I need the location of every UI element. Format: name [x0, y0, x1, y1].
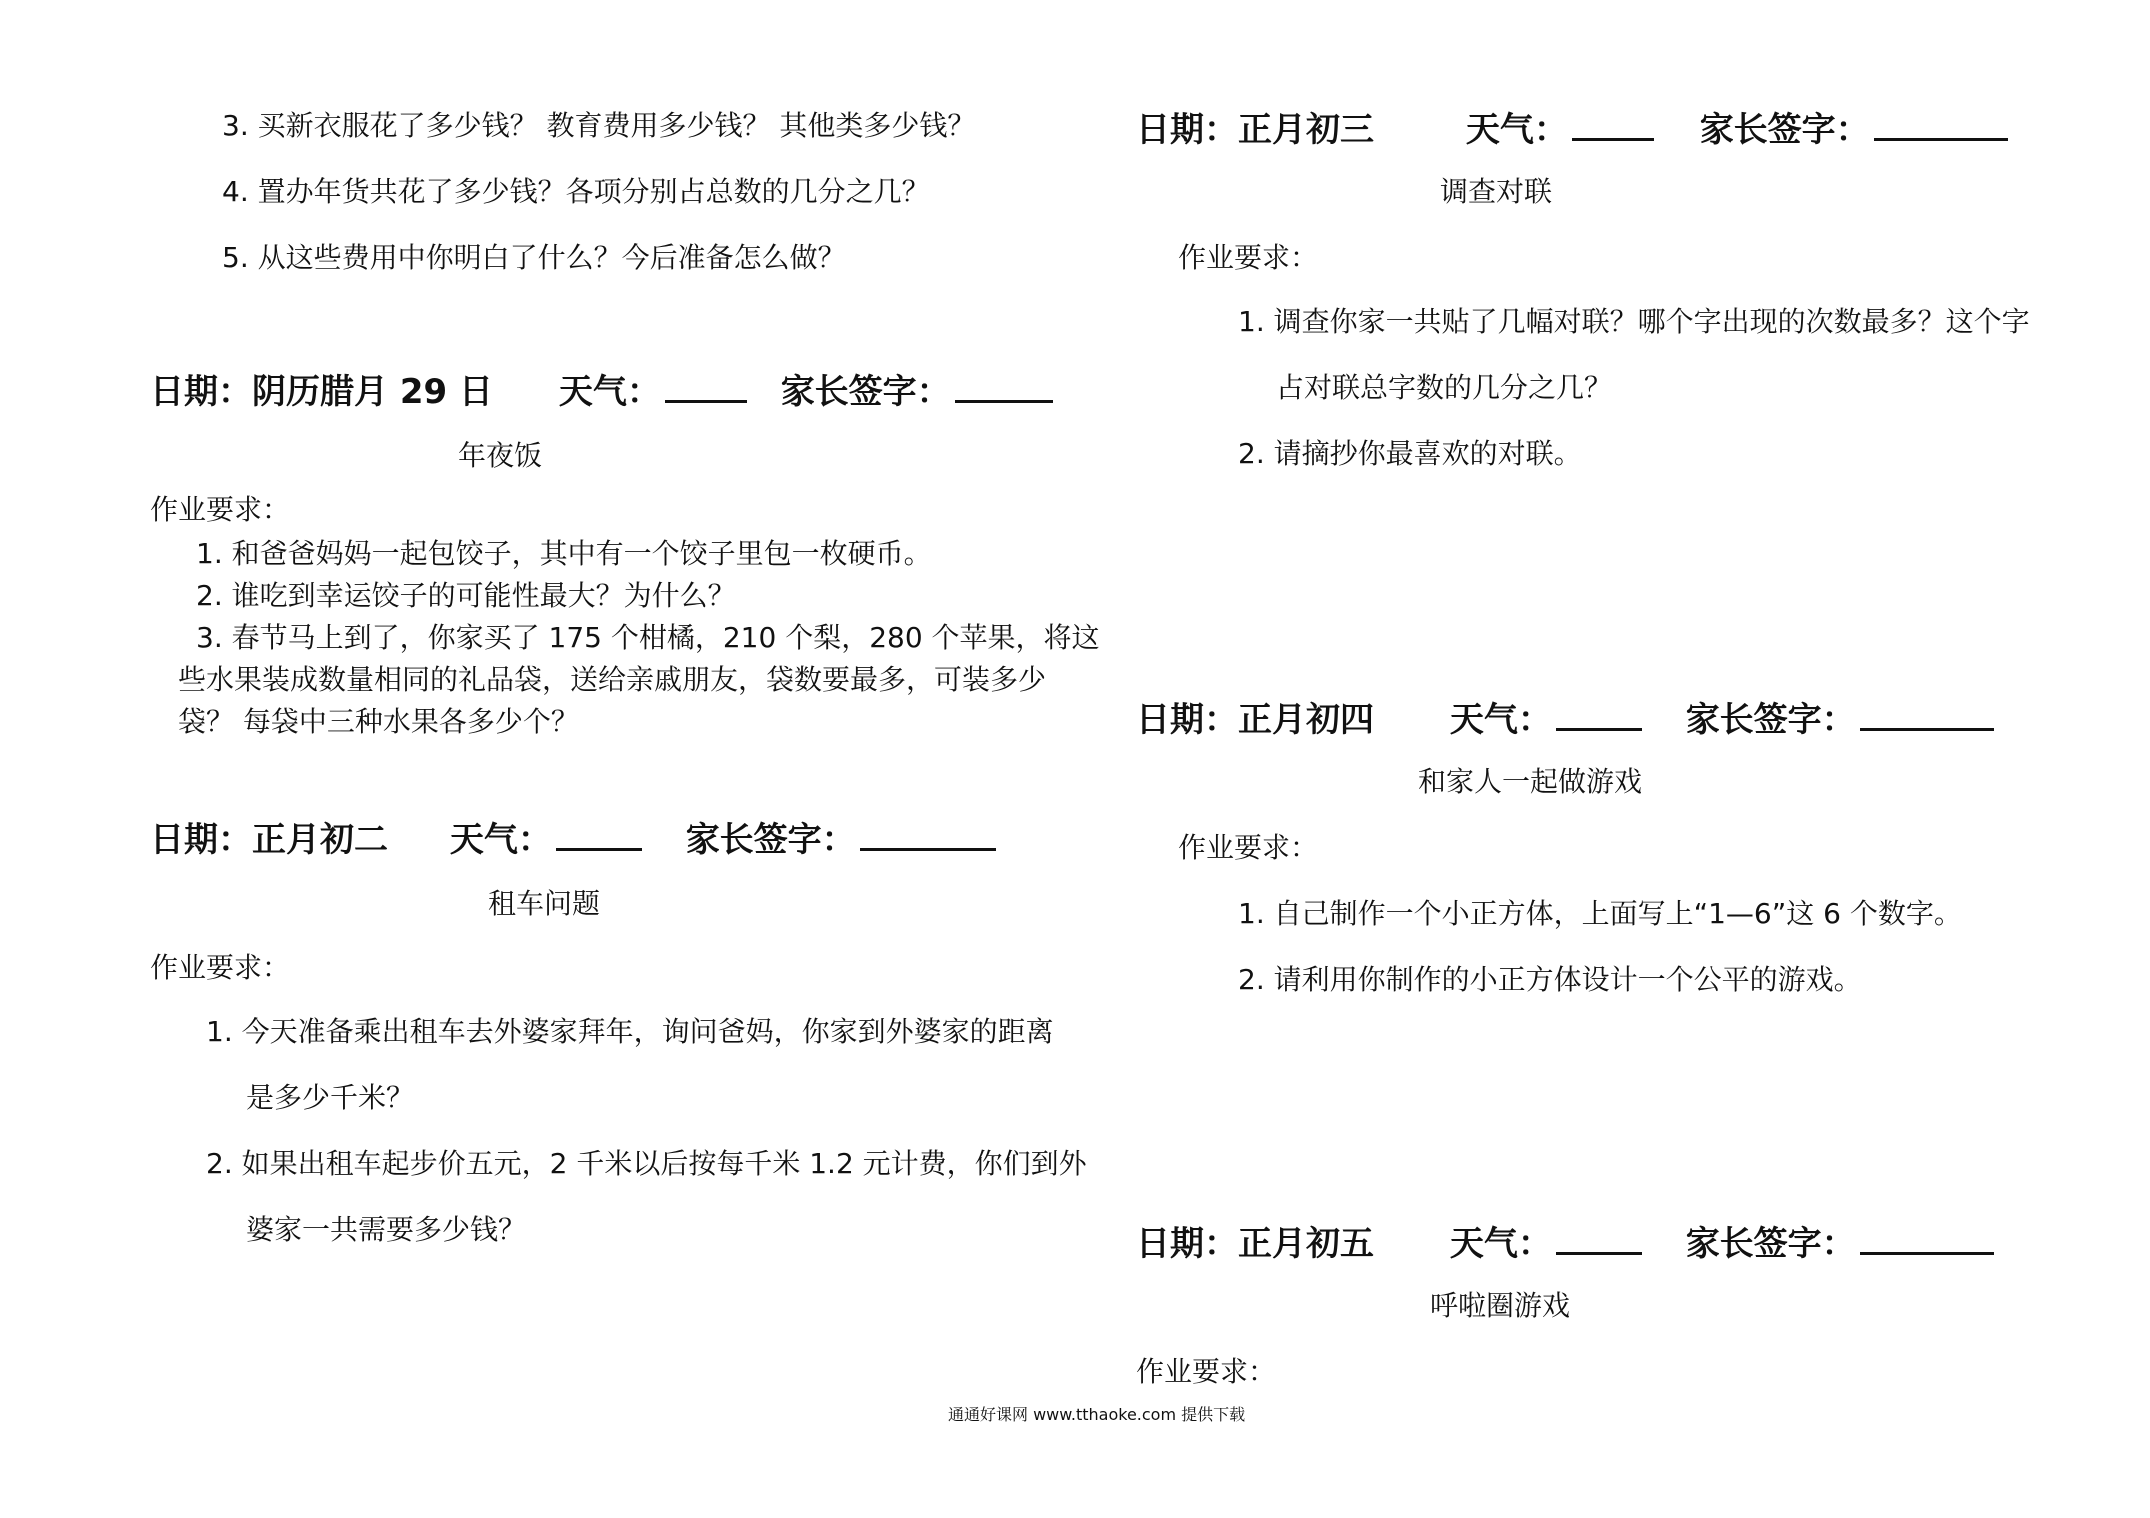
weather-label: 天气：: [1465, 110, 1568, 150]
weather-blank[interactable]: [1556, 1222, 1642, 1255]
list-item: 占对联总字数的几分之几？: [1276, 371, 1613, 404]
section-title: 租车问题: [488, 887, 601, 920]
sign-blank[interactable]: [955, 370, 1053, 403]
list-item: 袋？ 每袋中三种水果各多少个？: [178, 705, 579, 738]
list-item: 2. 如果出租车起步价五元，2 千米以后按每千米 1.2 元计费，你们到外: [206, 1147, 1087, 1180]
weather-blank[interactable]: [665, 370, 747, 403]
requirement-label: 作业要求：: [150, 951, 291, 984]
list-item: 婆家一共需要多少钱？: [246, 1213, 527, 1246]
list-item: 5. 从这些费用中你明白了什么？今后准备怎么做？: [222, 241, 846, 274]
day29-header: [150, 364, 1053, 413]
list-item: 3. 买新衣服花了多少钱？ 教育费用多少钱？ 其他类多少钱？: [222, 109, 976, 142]
weather-blank[interactable]: [556, 818, 642, 851]
sign-blank[interactable]: [1874, 108, 2008, 141]
chu3-header: [1136, 102, 2008, 151]
section-title: 和家人一起做游戏: [1418, 765, 1643, 798]
date-label: 日期：正月初五: [1136, 1224, 1374, 1264]
weather-blank[interactable]: [1556, 698, 1642, 731]
chu5-header: [1136, 1216, 1994, 1265]
weather-label: 天气：: [1449, 700, 1552, 740]
sign-blank[interactable]: [1860, 698, 1994, 731]
list-item: 些水果装成数量相同的礼品袋，送给亲戚朋友，袋数要最多，可装多少: [178, 663, 1047, 696]
requirement-label: 作业要求：: [1178, 241, 1319, 274]
section-title: 调查对联: [1440, 175, 1553, 208]
sign-label: 家长签字：: [685, 820, 856, 860]
weather-label: 天气：: [1449, 1224, 1552, 1264]
sign-label: 家长签字：: [1699, 110, 1870, 150]
list-item: 2. 请摘抄你最喜欢的对联。: [1238, 437, 1582, 470]
list-item: 1. 调查你家一共贴了几幅对联？哪个字出现的次数最多？这个字: [1238, 305, 2030, 338]
requirement-label: 作业要求：: [1136, 1355, 1277, 1388]
weather-blank[interactable]: [1572, 108, 1654, 141]
weather-label: 天气：: [558, 372, 661, 412]
requirement-label: 作业要求：: [150, 493, 291, 526]
list-item: 2. 请利用你制作的小正方体设计一个公平的游戏。: [1238, 963, 1862, 996]
list-item: 1. 今天准备乘出租车去外婆家拜年，询问爸妈，你家到外婆家的距离: [206, 1015, 1054, 1048]
date-label: 日期：正月初四: [1136, 700, 1374, 740]
section-title: 呼啦圈游戏: [1430, 1289, 1571, 1322]
date-label: 日期：阴历腊月 29 日: [150, 372, 493, 412]
list-item: 1. 自己制作一个小正方体，上面写上“1—6”这 6 个数字。: [1238, 897, 1962, 930]
sign-blank[interactable]: [860, 818, 996, 851]
sign-label: 家长签字：: [780, 372, 951, 412]
sign-label: 家长签字：: [1685, 700, 1856, 740]
sign-label: 家长签字：: [1685, 1224, 1856, 1264]
chu4-header: [1136, 692, 1994, 741]
weather-label: 天气：: [449, 820, 552, 860]
list-item: 4. 置办年货共花了多少钱？各项分别占总数的几分之几？: [222, 175, 930, 208]
section-title: 年夜饭: [458, 439, 543, 472]
chu2-header: [150, 812, 996, 861]
date-label: 日期：正月初三: [1136, 110, 1374, 150]
list-item: 是多少千米？: [246, 1081, 415, 1114]
list-item: 1. 和爸爸妈妈一起包饺子，其中有一个饺子里包一枚硬币。: [196, 537, 932, 570]
footer-text: 通通好课网 www.tthaoke.com 提供下载: [948, 1405, 1246, 1424]
list-item: 2. 谁吃到幸运饺子的可能性最大？为什么？: [196, 579, 736, 612]
requirement-label: 作业要求：: [1178, 831, 1319, 864]
date-label: 日期：正月初二: [150, 820, 388, 860]
list-item: 3. 春节马上到了，你家买了 175 个柑橘，210 个梨，280 个苹果，将这: [196, 621, 1100, 654]
sign-blank[interactable]: [1860, 1222, 1994, 1255]
